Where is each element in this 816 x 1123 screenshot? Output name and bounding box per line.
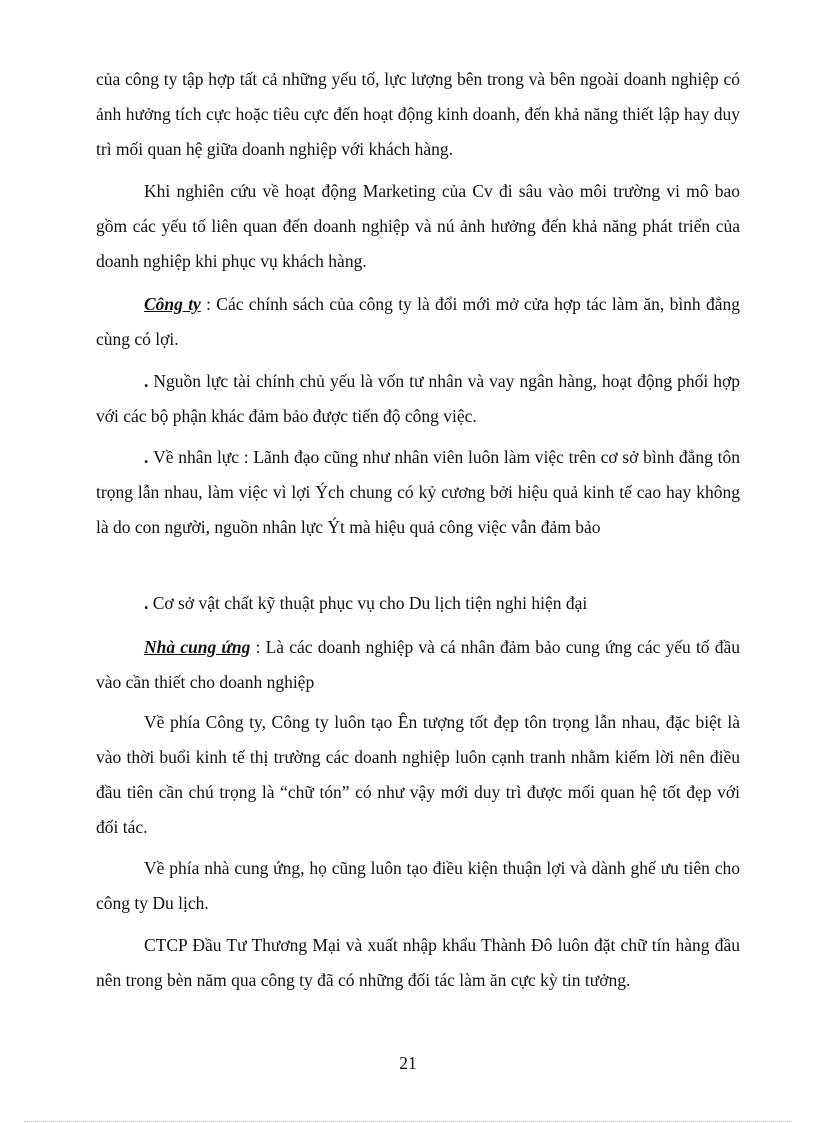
paragraph-finance <box>96 364 740 434</box>
footer-divider <box>24 1121 792 1122</box>
paragraph-human-resources <box>96 440 740 545</box>
paragraph-company <box>96 287 740 357</box>
bullet-dot: . <box>144 447 154 467</box>
suppliers-text: : Là các doanh nghiệp và cá nhân đảm bảo cung ứng các yếu tố đầu vào cần thiết cho doanh nghiệp <box>96 637 740 692</box>
bullet-dot: . <box>144 371 154 391</box>
paragraph-intro-continued: của công ty tập hợp tất cả những yếu tố, lực lượng bên trong và bên ngoài doanh nghiệp có ảnh hưởng tích cực hoặc tiêu cực đến hoạt động kinh doanh, đến khả năng thiết lập hay duy trì mối quan hệ giữa doanh nghiệp với khách hàng. <box>96 69 740 159</box>
company-text: : Các chính sách của công ty là đổi mới mở cửa hợp tác làm ăn, bình đẳng cùng có lợi. <box>96 294 740 349</box>
paragraph-facilities <box>96 586 740 621</box>
suppliers-heading: Nhà cung ứng <box>144 637 251 657</box>
paragraph-micro-environment: Khi nghiên cứu về hoạt động Marketing của Cv đi sâu vào môi trường vi mô bao gồm các yếu tố liên quan đến doanh nghiệp và nú ảnh hưởng đến khả năng phát triển của doanh nghiệp khi phục vụ khách hàng. <box>96 181 740 271</box>
paragraph-company-side: Về phía Công ty, Công ty luôn tạo Ên tượng tốt đẹp tôn trọng lẫn nhau, đặc biệt là vào thời buổi kinh tế thị trường các doanh nghiệp luôn cạnh tranh nhằm kiếm lời nên điều đầu tiên cần chú trọng là “chữ tón” có như vậy mới duy trì được mối quan hệ tốt đẹp với đối tác. <box>96 712 740 837</box>
company-heading: Công ty <box>144 294 201 314</box>
facilities-text: Cơ sở vật chất kỹ thuật phục vụ cho Du lịch tiện nghi hiện đại <box>152 593 588 613</box>
bullet-dot: . <box>144 593 153 613</box>
finance-text: Nguồn lực tài chính chủ yếu là vốn tư nhân và vay ngân hàng, hoạt động phối hợp với các bộ phận khác đảm bảo được tiến độ công việc. <box>96 371 740 426</box>
paragraph-suppliers <box>96 630 740 700</box>
paragraph-ctcp: CTCP Đầu Tư Thương Mại và xuất nhập khẩu Thành Đô luôn đặt chữ tín hàng đầu nên trong bèn năm qua công ty đã có những đối tác làm ăn cực kỳ tin tưởng. <box>96 935 740 990</box>
human-resources-text: Về nhân lực : Lãnh đạo cũng như nhân viên luôn làm việc trên cơ sở bình đẳng tôn trọng lẫn nhau, làm việc vì lợi Ých chung có kỷ cương bởi hiệu quả kinh tế cao hay không là do con người, nguồn nhân lực Ýt mà hiệu quả công việc vẫn đảm bảo <box>96 447 740 537</box>
page-number: 21 <box>399 1053 417 1073</box>
paragraph-supplier-side: Về phía nhà cung ứng, họ cũng luôn tạo điều kiện thuận lợi và dành ghế ưu tiên cho công ty Du lịch. <box>96 858 740 913</box>
